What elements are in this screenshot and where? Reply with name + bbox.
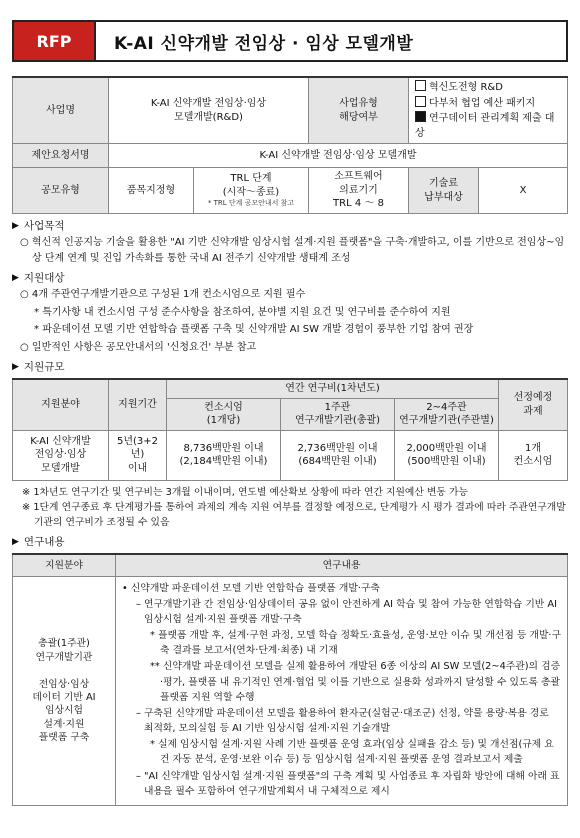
sw-label: 소프트웨어 의료기기 — [334, 171, 383, 196]
research-dash-item: – 연구개발기관 간 전임상·임상데이터 공유 없이 안전하게 AI 학습 및 참여 가능한 연합학습 기반 AI 임상시험 설계·지원 플랫폼 개발·구축 — [136, 598, 557, 625]
budget-period-header: 지원기간 — [109, 379, 167, 430]
budget-note: ※ 1단계 연구종료 후 단계평가를 통하여 과제의 계속 지원 여부를 결정할 예정으로, 단계평가 시 평가 결과에 따라 주관연구개발기관의 연구비가 조정될 수 있음 — [22, 501, 566, 528]
sw-cell — [309, 168, 409, 214]
project-name-label: 사업명 — [13, 77, 109, 144]
document-page — [12, 0, 568, 806]
budget-lead24-header: 2~4주관 연구개발기관(주관별) — [395, 398, 499, 430]
trl-cell — [194, 168, 309, 214]
research-content-header: 연구내용 — [116, 554, 568, 576]
project-type-label: 사업유형 해당여부 — [309, 77, 409, 144]
research-star-item: * 플랫폼 개발 후, 설계·구현 과정, 모델 학습 정확도·효율성, 운영·보안 이슈 및 개선점 등 개발·구축 결과를 보고서(연차·단계·최종) 내 기재 — [150, 630, 561, 657]
proposal-label: 제안요청서명 — [13, 144, 109, 168]
research-content-cell — [116, 576, 568, 805]
research-star-item: * 실제 임상시험 설계·지원 사례 기반 플랫폼 운영 효과(임상 실패율 감소 등) 및 개선점(규제 요건 자동 분석, 운영·보완 이슈 등) 등 임상시험 설계·지원 플랫폼 운영 결과보고서 제출 — [150, 739, 554, 766]
trl-note: * TRL 단계 공모안내서 참고 — [207, 199, 295, 208]
checkbox-icon — [415, 80, 426, 91]
triangle-icon: ▶ — [12, 536, 19, 547]
budget-note: ※ 1차년도 연구기간 및 연구비는 3개월 이내이며, 연도별 예산확보 상황에 따라 연간 지원예산 변동 가능 — [22, 486, 468, 498]
tech-fee-value: X — [479, 168, 568, 214]
project-type-option[interactable]: 혁신도전형 R&D — [415, 80, 564, 96]
section-content-header: ▶ 연구내용 — [12, 536, 65, 549]
budget-period-value: 5년(3+2년) 이내 — [109, 430, 167, 480]
budget-field-header: 지원분야 — [13, 379, 109, 430]
budget-consortium-header: 컨소시엄 (1개당) — [167, 398, 281, 430]
budget-lead24-value: 2,000백만원 이내 (500백만원 이내) — [395, 430, 499, 480]
document-title: K-AI 신약개발 전임상 · 임상 모델개발 — [114, 33, 414, 54]
research-star-item: ** 신약개발 파운데이션 모델을 실제 활용하여 개발된 6종 이상의 AI SW 모델(2~4주관)의 검증·평가, 플랫폼 내 유기적인 연계·협업 및 이를 기반으로 실용화 성과까지 달성할 수 있도록 총괄 플랫폼 지원 역할 수행 — [150, 661, 561, 703]
research-field-cell — [13, 576, 116, 805]
budget-count-value: 1개 컨소시엄 — [499, 430, 568, 480]
purpose-item: ○ 혁신적 인공지능 기술을 활용한 "AI 기반 신약개발 임상시험 설계·지원 플랫폼"을 구축·개발하고, 이를 기반으로 전임상~임상 단계 연계 및 진입 가속화를 통한 국내 AI 전주기 신약개발 생태계 조성 — [20, 237, 565, 264]
section-purpose-header: ▶ 사업목적 — [12, 220, 65, 232]
project-name-value: K-AI 신약개발 전임상·임상 모델개발(R&D) — [109, 77, 309, 144]
budget-consortium-value: 8,736백만원 이내 (2,184백만원 이내) — [167, 430, 281, 480]
target-subitem: * 파운데이션 모델 기반 연합학습 플랫폼 구축 및 신약개발 AI SW 개발 경험이 풍부한 기업 참여 권장 — [34, 324, 474, 335]
research-field-name: 전임상·임상 데이터 기반 AI 임상시험 설계·지원 플랫폼 구축 — [32, 678, 96, 743]
research-bullet: • 신약개발 파운데이션 모델 기반 연합학습 플랫폼 개발·구축 — [122, 582, 380, 594]
project-info-table — [12, 76, 568, 214]
budget-table — [12, 378, 568, 481]
section-scale-header: ▶ 지원규모 — [12, 361, 65, 373]
call-type-value: 품목지정형 — [109, 168, 194, 214]
research-dash-item: – "AI 신약개발 임상시험 설계·지원 플랫폼"의 구축 계획 및 사업종료 후 자립화 방안에 대해 아래 표 내용을 필수 포함하여 연구개발계획서 내 구체적으로 제시 — [136, 770, 560, 797]
research-content-table — [12, 553, 568, 806]
triangle-icon: ▶ — [12, 220, 19, 231]
trl-label: TRL 단계 (시작～종료) — [222, 173, 280, 198]
target-item: ○ 일반적인 사항은 공모안내서의 '신청요건' 부분 참고 — [20, 341, 257, 353]
research-field-header: 지원분야 — [13, 554, 116, 576]
target-subitem: * 특기사항 내 컨소시엄 구성 준수사항을 참조하여, 분야별 지원 요건 및 연구비를 준수하여 지원 — [34, 306, 451, 318]
budget-field-value: K-AI 신약개발 전임상·임상 모델개발 — [13, 430, 109, 480]
budget-count-header: 선정예정 과제 — [499, 379, 568, 430]
project-type-options — [409, 77, 568, 144]
target-item: ○ 4개 주관연구개발기관으로 구성된 1개 컨소시엄으로 지원 필수 — [20, 289, 306, 300]
budget-lead1-value: 2,736백만원 이내 (684백만원 이내) — [281, 430, 395, 480]
checkbox-checked-icon — [415, 111, 426, 122]
proposal-value: K-AI 신약개발 전임상·임상 모델개발 — [109, 144, 568, 168]
budget-annual-header: 연간 연구비(1차년도) — [167, 379, 499, 398]
triangle-icon: ▶ — [12, 361, 19, 372]
project-type-option[interactable]: 연구데이터 관리계획 제출 대상 — [415, 113, 555, 139]
section-target-header: ▶ 지원대상 — [12, 272, 65, 284]
rfp-tag: RFP — [14, 22, 96, 60]
research-dash-item: – 구축된 신약개발 파운데이션 모델을 활용하여 환자군(실험군·대조군) 선정, 약물 용량·복용 경로 최적화, 모의실험 등 AI 기반 임상시험 설계·지원 기술개발 — [136, 707, 549, 735]
tech-fee-label: 기술료 납부대상 — [409, 168, 479, 214]
call-type-label: 공모유형 — [13, 168, 109, 214]
budget-lead1-header: 1주관 연구개발기관(총괄) — [281, 398, 395, 430]
research-lead-org: 총괄(1주관) 연구개발기관 — [35, 638, 93, 663]
project-type-option[interactable]: 다부처 협업 예산 패키지 — [415, 96, 564, 112]
trl-range: TRL 4 ～ 8 — [333, 198, 384, 210]
triangle-icon: ▶ — [12, 272, 19, 283]
title-banner — [12, 20, 568, 62]
checkbox-icon — [415, 96, 426, 107]
